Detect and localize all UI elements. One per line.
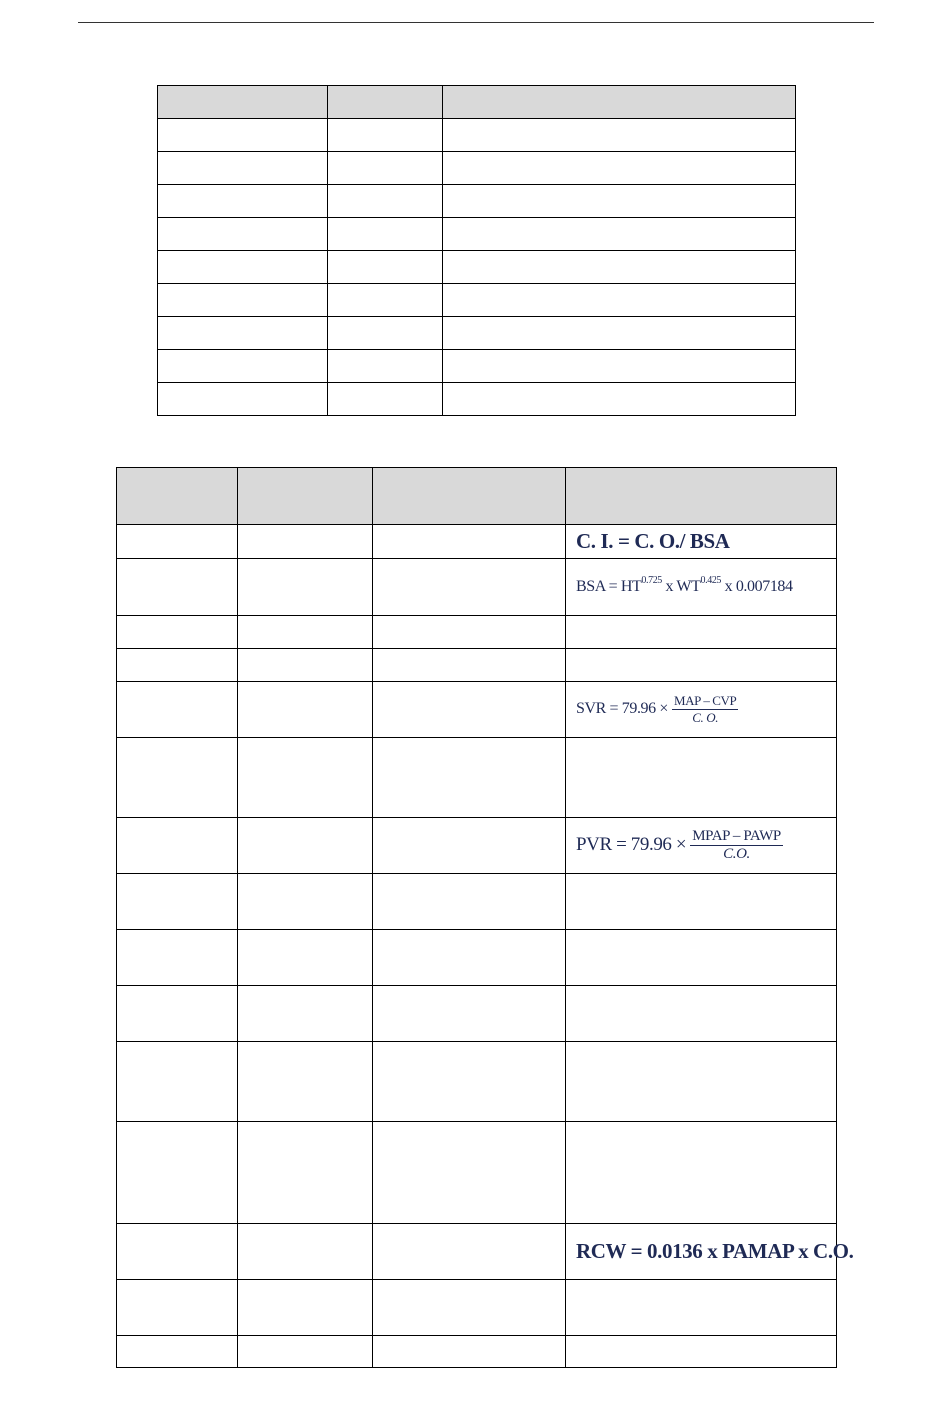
table-cell (117, 682, 238, 738)
table-cell (158, 317, 328, 350)
pvr-numerator: MPAP – PAWP (692, 828, 781, 844)
table-header-row (158, 86, 796, 119)
bsa-formula-tail: x 0.007184 (721, 578, 793, 595)
table-cell (158, 152, 328, 185)
table-row (117, 1122, 837, 1224)
rcw-formula: RCW = 0.0136 x PAMAP x C.O. (576, 1239, 854, 1263)
table-cell (566, 1042, 837, 1122)
table-row (117, 930, 837, 986)
table-cell (117, 649, 238, 682)
table-cell (158, 350, 328, 383)
table-cell (566, 874, 837, 930)
table-cell (158, 284, 328, 317)
table-cell (443, 383, 796, 416)
table-cell (373, 559, 566, 616)
bsa-height-exponent: 0.725 (641, 575, 662, 586)
formula-cell (566, 682, 837, 738)
header-cell (158, 86, 328, 119)
header-cell (238, 468, 373, 525)
table-cell (117, 1042, 238, 1122)
table-row (117, 649, 837, 682)
table-cell (373, 1336, 566, 1368)
table-cell (328, 284, 443, 317)
table-cell (443, 251, 796, 284)
table-cell (443, 284, 796, 317)
table-cell (158, 251, 328, 284)
table-cell (117, 1224, 238, 1280)
table-cell (566, 1336, 837, 1368)
table-cell (117, 616, 238, 649)
table-cell (158, 218, 328, 251)
table-cell (373, 986, 566, 1042)
header-rule (78, 22, 874, 23)
table-cell (117, 1336, 238, 1368)
table-cell (238, 986, 373, 1042)
table-row (117, 525, 837, 559)
bsa-formula (576, 575, 793, 595)
table-cell (566, 649, 837, 682)
header-cell (117, 468, 238, 525)
table-cell (373, 649, 566, 682)
table-cell (443, 152, 796, 185)
table-row (158, 218, 796, 251)
table-cell (373, 1224, 566, 1280)
cardiac-index-formula: C. I. = C. O./ BSA (576, 529, 730, 553)
table-row (117, 559, 837, 616)
table-row (117, 1336, 837, 1368)
table-cell (373, 1280, 566, 1336)
table-cell (443, 317, 796, 350)
table-cell (238, 649, 373, 682)
svr-formula-lhs: SVR = 79.96 × (576, 700, 668, 718)
table-cell (117, 559, 238, 616)
table-cell (443, 119, 796, 152)
table-row (117, 1042, 837, 1122)
table-cell (238, 1042, 373, 1122)
table-cell (117, 738, 238, 818)
table-row (158, 350, 796, 383)
table-cell (117, 1280, 238, 1336)
table-cell (238, 1336, 373, 1368)
table-cell (158, 119, 328, 152)
table-cell (373, 525, 566, 559)
table-cell (566, 1280, 837, 1336)
formula-cell (566, 559, 837, 616)
formula-cell (566, 525, 837, 559)
svr-fraction (672, 693, 738, 726)
table-cell (117, 1122, 238, 1224)
hemodynamic-formula-table (116, 467, 854, 1368)
table-cell (373, 738, 566, 818)
table-row (158, 383, 796, 416)
header-cell (443, 86, 796, 119)
table-cell (117, 986, 238, 1042)
table-cell (373, 930, 566, 986)
bsa-weight-exponent: 0.425 (700, 575, 722, 586)
table-cell (373, 818, 566, 874)
parameter-table (157, 85, 796, 416)
table-cell (117, 874, 238, 930)
table-cell (158, 185, 328, 218)
table-row (117, 874, 837, 930)
table-row (158, 152, 796, 185)
table-cell (328, 383, 443, 416)
table-row (117, 616, 837, 649)
table-cell (328, 251, 443, 284)
table-cell (443, 185, 796, 218)
table-cell (238, 738, 373, 818)
bsa-formula-mid: x WT (661, 578, 701, 595)
table-cell (443, 218, 796, 251)
bsa-formula-lhs: BSA = HT (576, 578, 642, 595)
formula-cell (566, 818, 837, 874)
table-cell (373, 616, 566, 649)
table-cell (566, 930, 837, 986)
table-cell (566, 1122, 837, 1224)
table-row (117, 1224, 837, 1280)
table-cell (566, 616, 837, 649)
table-cell (238, 559, 373, 616)
table-cell (328, 119, 443, 152)
pvr-fraction (690, 828, 783, 863)
table-row (158, 185, 796, 218)
svr-formula (576, 693, 738, 725)
table-row (117, 986, 837, 1042)
table-cell (117, 818, 238, 874)
table-cell (443, 350, 796, 383)
table-cell (328, 218, 443, 251)
formula-cell (566, 1224, 854, 1280)
table-cell (328, 185, 443, 218)
table-cell (117, 930, 238, 986)
table-row (158, 119, 796, 152)
table-row (117, 682, 837, 738)
table-cell (238, 874, 373, 930)
svr-numerator: MAP – CVP (673, 693, 737, 708)
table-cell (328, 317, 443, 350)
table-cell (238, 616, 373, 649)
pvr-formula (576, 828, 783, 862)
header-cell (373, 468, 566, 525)
table-cell (373, 682, 566, 738)
table-cell (238, 525, 373, 559)
table-cell (238, 1224, 373, 1280)
table-header-row (117, 468, 837, 525)
table-cell (238, 930, 373, 986)
table-row (117, 738, 837, 818)
table-cell (566, 738, 837, 818)
table-row (117, 1280, 837, 1336)
table-row (158, 284, 796, 317)
header-cell (328, 86, 443, 119)
table-cell (238, 1122, 373, 1224)
table-cell (158, 383, 328, 416)
table-row (158, 317, 796, 350)
table-cell (373, 1122, 566, 1224)
table-cell (373, 1042, 566, 1122)
header-cell (566, 468, 837, 525)
pvr-formula-lhs: PVR = 79.96 × (576, 833, 687, 855)
table-cell (328, 350, 443, 383)
table-cell (238, 682, 373, 738)
table-cell (328, 152, 443, 185)
table-cell (238, 818, 373, 874)
svr-denominator: C. O. (692, 710, 719, 725)
table-cell (117, 525, 238, 559)
table-row (158, 251, 796, 284)
table-cell (373, 874, 566, 930)
table-cell (238, 1280, 373, 1336)
pvr-denominator: C.O. (723, 846, 750, 862)
table-cell (566, 986, 837, 1042)
table-row (117, 818, 837, 874)
